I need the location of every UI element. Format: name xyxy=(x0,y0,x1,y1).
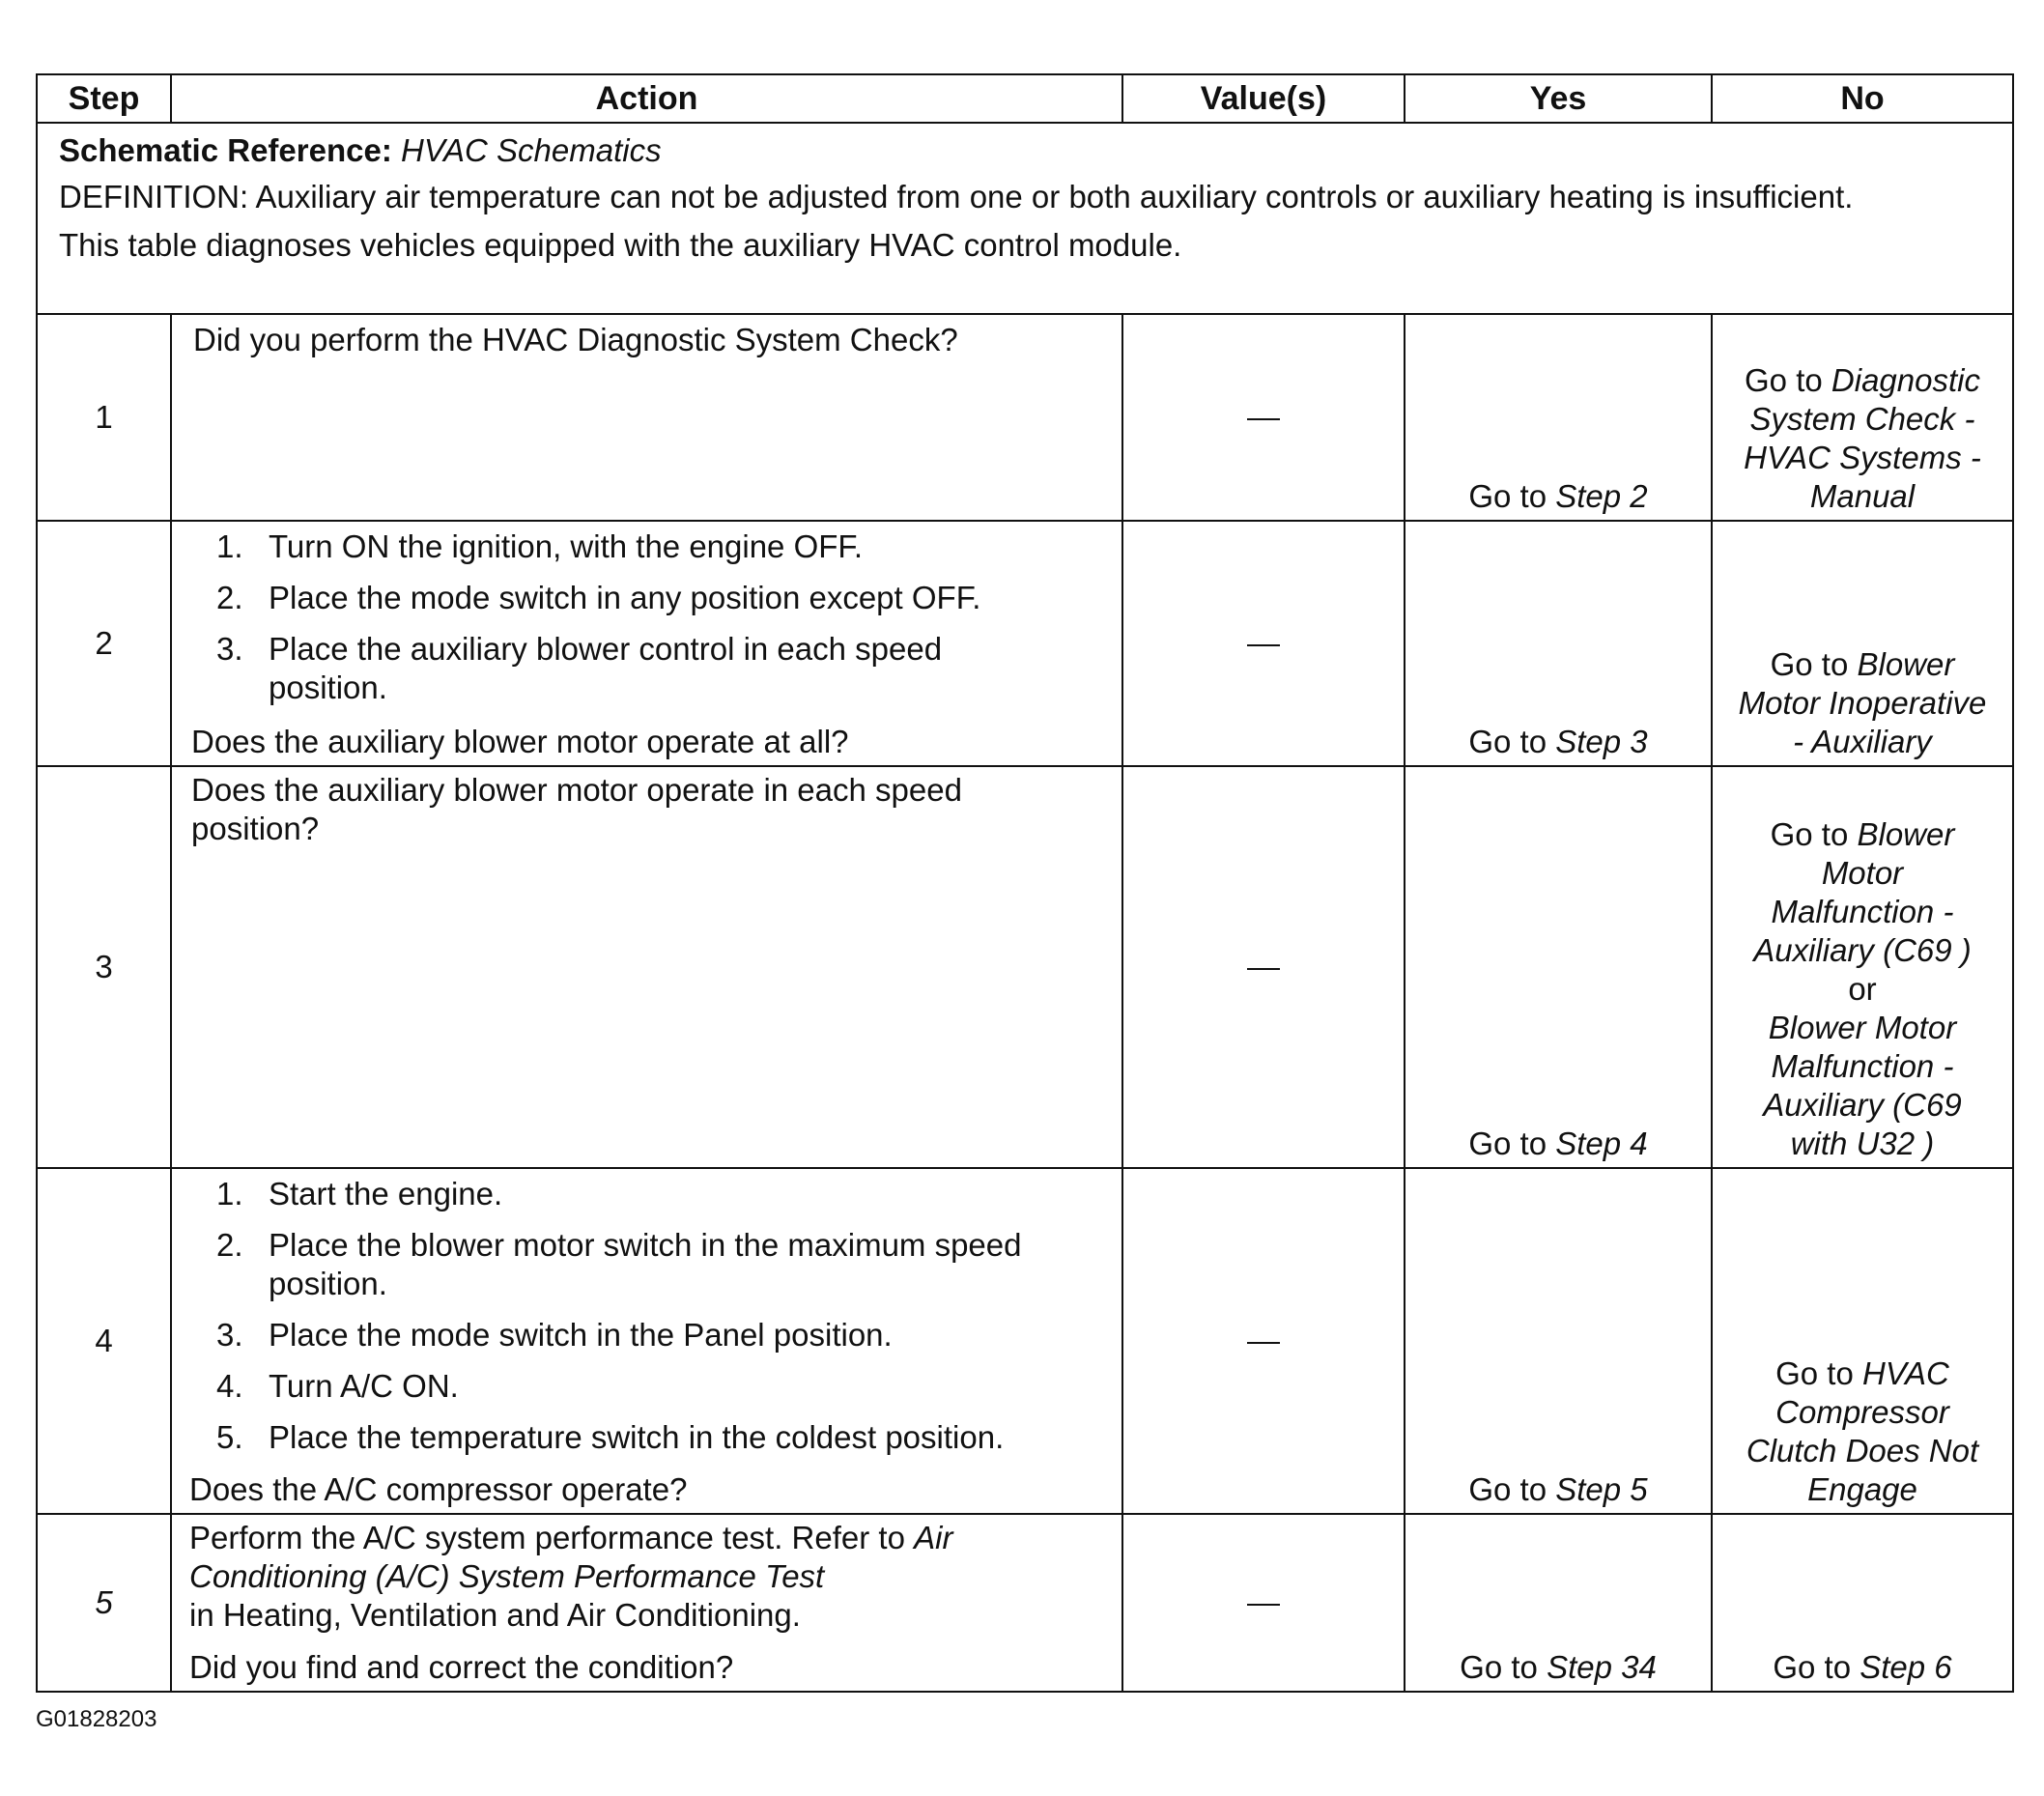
no-cell xyxy=(1712,314,2013,521)
header-values: Value(s) xyxy=(1122,74,1405,123)
list-item: 1. Turn ON the ignition, with the engine OFF. xyxy=(216,528,864,564)
em-dash xyxy=(1247,644,1280,646)
step-number: 2 xyxy=(37,521,171,766)
action-cell xyxy=(171,1514,1122,1692)
table-row xyxy=(37,314,2013,521)
figure-id: G01828203 xyxy=(36,1706,157,1732)
em-dash xyxy=(1247,1604,1280,1606)
value-cell xyxy=(1122,1514,1405,1692)
air-conditioning-link[interactable]: Air xyxy=(914,1520,953,1555)
no-goto[interactable]: Go to Blower Motor Inoperative - Auxiliary xyxy=(1738,646,1987,759)
action-question: Does the auxiliary blower motor operate in each speed position? xyxy=(191,772,962,846)
value-cell xyxy=(1122,521,1405,766)
yes-goto[interactable]: Go to Step 2 xyxy=(1468,478,1648,514)
yes-goto[interactable]: Go to Step 5 xyxy=(1468,1471,1648,1507)
no-cell xyxy=(1712,521,2013,766)
header-action: Action xyxy=(171,74,1122,123)
list-item: 3. Place the auxiliary blower control in each speed position. xyxy=(216,631,943,705)
no-cell xyxy=(1712,1514,2013,1692)
yes-goto[interactable]: Go to Step 3 xyxy=(1468,724,1648,759)
action-steps xyxy=(172,1175,1112,1457)
schematic-link[interactable]: HVAC Schematics xyxy=(401,132,662,168)
step-number: 4 xyxy=(37,1168,171,1514)
action-text: Perform the A/C system performance test. Refer to Air Conditioning (A/C) System Performance Test in Heating, Ventilation and Air Conditioning. xyxy=(189,1519,1102,1635)
action-cell xyxy=(171,766,1122,1168)
intro-cell xyxy=(37,123,2013,314)
no-goto[interactable]: Go to Blower Motor Malfunction - Auxiliary (C69 ) or Blower Motor Malfunction - Auxiliary (C69 with U32 ) xyxy=(1753,816,1972,1161)
action-cell xyxy=(171,1168,1122,1514)
no-goto[interactable]: Go to Step 6 xyxy=(1773,1649,1952,1685)
header-step: Step xyxy=(37,74,171,123)
action-question: Did you perform the HVAC Diagnostic System Check? xyxy=(193,322,958,357)
header-yes: Yes xyxy=(1405,74,1712,123)
action-question: Did you find and correct the condition? xyxy=(189,1649,734,1685)
action-cell xyxy=(171,314,1122,521)
yes-goto[interactable]: Go to Step 34 xyxy=(1460,1649,1657,1685)
no-cell xyxy=(1712,1168,2013,1514)
list-item: 3. Place the mode switch in the Panel position. xyxy=(216,1317,893,1353)
action-question: Does the A/C compressor operate? xyxy=(189,1471,688,1507)
list-item: 2. Place the blower motor switch in the maximum speed position. xyxy=(216,1227,1022,1301)
schematic-label: Schematic Reference: xyxy=(59,132,392,168)
definition-text: DEFINITION: Auxiliary air temperature can not be adjusted from one or both auxiliary controls or auxiliary heating is insufficient. xyxy=(59,179,1854,214)
table-row xyxy=(37,1168,2013,1514)
em-dash xyxy=(1247,1342,1280,1344)
list-item: 4. Turn A/C ON. xyxy=(216,1368,459,1404)
intro-row xyxy=(37,123,2013,314)
header-row xyxy=(37,74,2013,123)
scope-text: This table diagnoses vehicles equipped with the auxiliary HVAC control module. xyxy=(59,227,1182,263)
table-row xyxy=(37,766,2013,1168)
performance-test-link[interactable]: Conditioning (A/C) System Performance Test xyxy=(189,1558,825,1594)
action-steps xyxy=(172,527,1102,707)
list-item: 1. Start the engine. xyxy=(216,1176,503,1212)
yes-cell xyxy=(1405,314,1712,521)
no-goto[interactable]: Go to Diagnostic System Check - HVAC Systems - Manual xyxy=(1744,362,1981,514)
table-row xyxy=(37,521,2013,766)
value-cell xyxy=(1122,314,1405,521)
step-number: 3 xyxy=(37,766,171,1168)
em-dash xyxy=(1247,418,1280,420)
yes-cell xyxy=(1405,766,1712,1168)
no-goto[interactable]: Go to HVAC Compressor Clutch Does Not Engage xyxy=(1746,1355,1979,1507)
value-cell xyxy=(1122,766,1405,1168)
step-number: 5 xyxy=(37,1514,171,1692)
yes-goto[interactable]: Go to Step 4 xyxy=(1468,1126,1648,1161)
no-cell xyxy=(1712,766,2013,1168)
em-dash xyxy=(1247,968,1280,970)
table-row xyxy=(37,1514,2013,1692)
list-item: 2. Place the mode switch in any position except OFF. xyxy=(216,580,981,615)
header-no: No xyxy=(1712,74,2013,123)
yes-cell xyxy=(1405,1168,1712,1514)
action-cell xyxy=(171,521,1122,766)
yes-cell xyxy=(1405,521,1712,766)
action-question: Does the auxiliary blower motor operate at all? xyxy=(191,724,849,759)
diagnostic-table xyxy=(36,73,2014,1693)
yes-cell xyxy=(1405,1514,1712,1692)
list-item: 5. Place the temperature switch in the coldest position. xyxy=(216,1419,1005,1455)
value-cell xyxy=(1122,1168,1405,1514)
schematic-reference xyxy=(59,131,1991,170)
step-number: 1 xyxy=(37,314,171,521)
